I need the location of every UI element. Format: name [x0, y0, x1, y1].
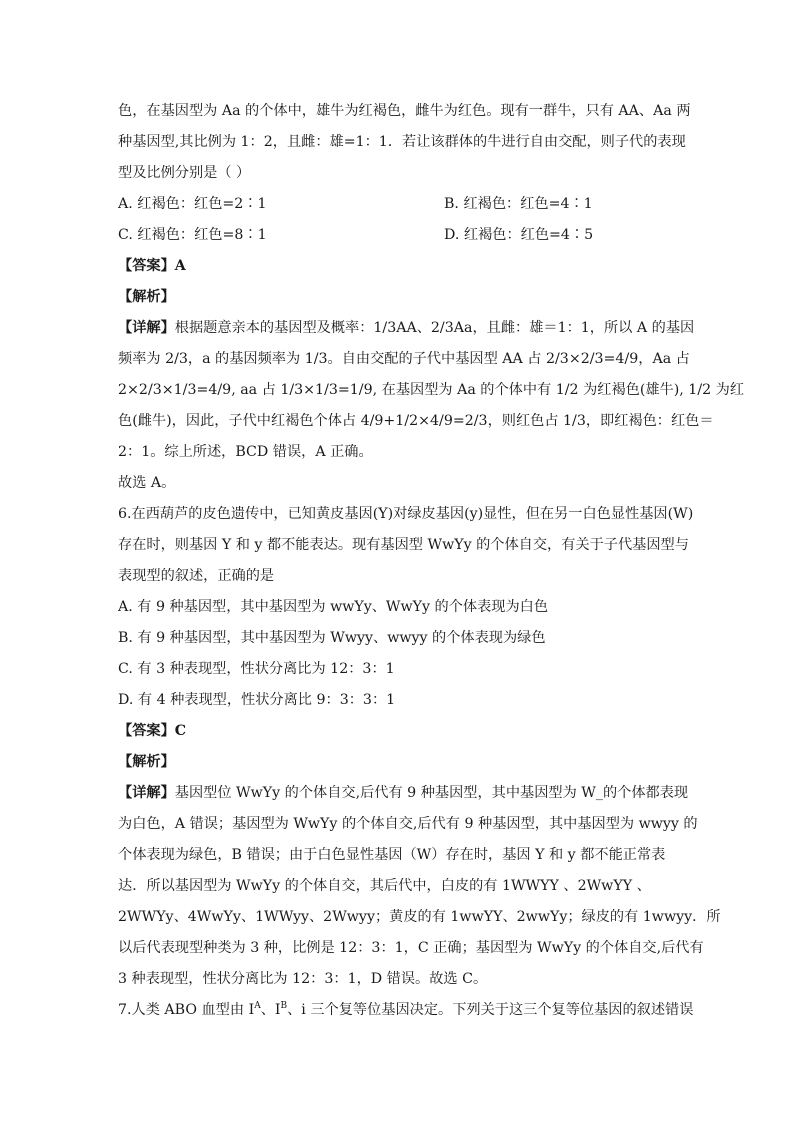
q5-stem-line-2: 种基因型,其比例为 1：2，且雌：雄=1：1．若让该群体的牛进行自由交配，则子代的表现 [118, 134, 686, 150]
q5-detail-line-3: 2×2/3×1/3=4/9, aa 占 1/3×1/3=1/9, 在基因型为 Aa 的个体中有 1/2 为红褐色(雄牛), 1/2 为红 [118, 382, 745, 398]
q5-option-c: C. 红褐色：红色=8∶1 [118, 227, 267, 243]
q5-detail-line-6: 故选 A。 [118, 475, 176, 491]
q6-option-b: B. 有 9 种基因型，其中基因型为 Wwyy、wwyy 的个体表现为绿色 [118, 630, 546, 646]
q7-sup-b: B [280, 1001, 288, 1011]
q6-stem-line-3: 表现型的叙述，正确的是 [118, 568, 275, 584]
q5-option-d: D. 红褐色：红色=4∶5 [444, 227, 594, 243]
q6-detail-label: 【详解】 [118, 785, 175, 801]
q7-text-mid: 、I [260, 1002, 281, 1018]
q5-options-row-2 [118, 220, 678, 251]
q5-detail-line-1 [118, 313, 695, 344]
q6-option-a: A. 有 9 种基因型，其中基因型为 wwYy、WwYy 的个体表现为白色 [118, 599, 549, 615]
q6-detail-line-1 [118, 778, 689, 809]
q6-answer: 【答案】C [118, 723, 187, 739]
q6-option-d: D. 有 4 种表现型，性状分离比 9：3：3：1 [118, 692, 396, 708]
q6-stem-line-1: 6.在西葫芦的皮色遗传中，已知黄皮基因(Y)对绿皮基因(y)显性，但在另一白色显性基因(W) [118, 506, 694, 522]
q6-stem-line-2: 存在时，则基因 Y 和 y 都不能表达。现有基因型 WwYy 的个体自交，有关于子代基因型与 [118, 537, 689, 553]
q5-detail-line-4: 色(雌牛)，因此，子代中红褐色个体占 4/9+1/2×4/9=2/3，则红色占 1/3，即红褐色：红色＝ [118, 413, 714, 429]
q7-stem-line-1 [118, 995, 694, 1026]
q7-text-post: 、i 三个复等位基因决定。下列关于这三个复等位基因的叙述错误 [287, 1002, 694, 1018]
q5-stem-line-3: 型及比例分别是（ ） [118, 165, 251, 181]
q6-detail-line-5: 2WWYy、4WwYy、1WWyy、2Wwyy；黄皮的有 1wwYY、2wwYy；绿皮的有 1wwyy．所 [118, 909, 721, 925]
q6-analysis-title: 【解析】 [118, 754, 175, 770]
q5-detail-line-5: 2：1。综上所述，BCD 错误，A 正确。 [118, 444, 373, 460]
q6-detail-line-6: 以后代表现型种类为 3 种，比例是 12：3：1，C 正确；基因型为 WwYy 的个体自交,后代有 [118, 940, 704, 956]
q5-stem-line-1: 色，在基因型为 Aa 的个体中，雄牛为红褐色，雌牛为红色。现有一群牛，只有 AA、Aa 两 [118, 103, 691, 119]
q6-detail-line-2: 为白色，A 错误；基因型为 WwYy 的个体自交,后代有 9 种基因型，其中基因型为 wwyy 的 [118, 816, 698, 832]
q6-detail-text-1: 基因型位 WwYy 的个体自交,后代有 9 种基因型，其中基因型为 W_的个体都表现 [174, 785, 689, 801]
q5-detail-line-2: 频率为 2/3，a 的基因频率为 1/3。自由交配的子代中基因型 AA 占 2/3×2/3=4/9，Aa 占 [118, 351, 690, 367]
q6-option-c: C. 有 3 种表现型，性状分离比为 12：3：1 [118, 661, 395, 677]
q6-detail-line-4: 达．所以基因型为 WwYy 的个体自交，其后代中，白皮的有 1WWYY 、2WwYY 、 [118, 878, 651, 894]
q5-detail-text-1: 根据题意亲本的基因型及概率：1/3AA、2/3Aa，且雌：雄＝1：1，所以 A 的基因 [174, 320, 695, 336]
q5-answer: 【答案】A [118, 258, 186, 274]
document-page [118, 96, 745, 1026]
q7-text-pre: 7.人类 ABO 血型由 I [118, 1002, 255, 1018]
q6-detail-line-3: 个体表现为绿色，B 错误；由于白色显性基因（W）存在时，基因 Y 和 y 都不能正常表 [118, 847, 666, 863]
q5-options-row-1 [118, 189, 678, 220]
q6-detail-line-7: 3 种表现型，性状分离比为 12：3：1，D 错误。故选 C。 [118, 971, 488, 987]
q5-option-b: B. 红褐色：红色=4∶1 [444, 196, 593, 212]
q5-detail-label: 【详解】 [118, 320, 175, 336]
q5-option-a: A. 红褐色：红色=2∶1 [118, 196, 267, 212]
q7-sup-a: A [254, 1001, 261, 1011]
q5-analysis-title: 【解析】 [118, 289, 175, 305]
